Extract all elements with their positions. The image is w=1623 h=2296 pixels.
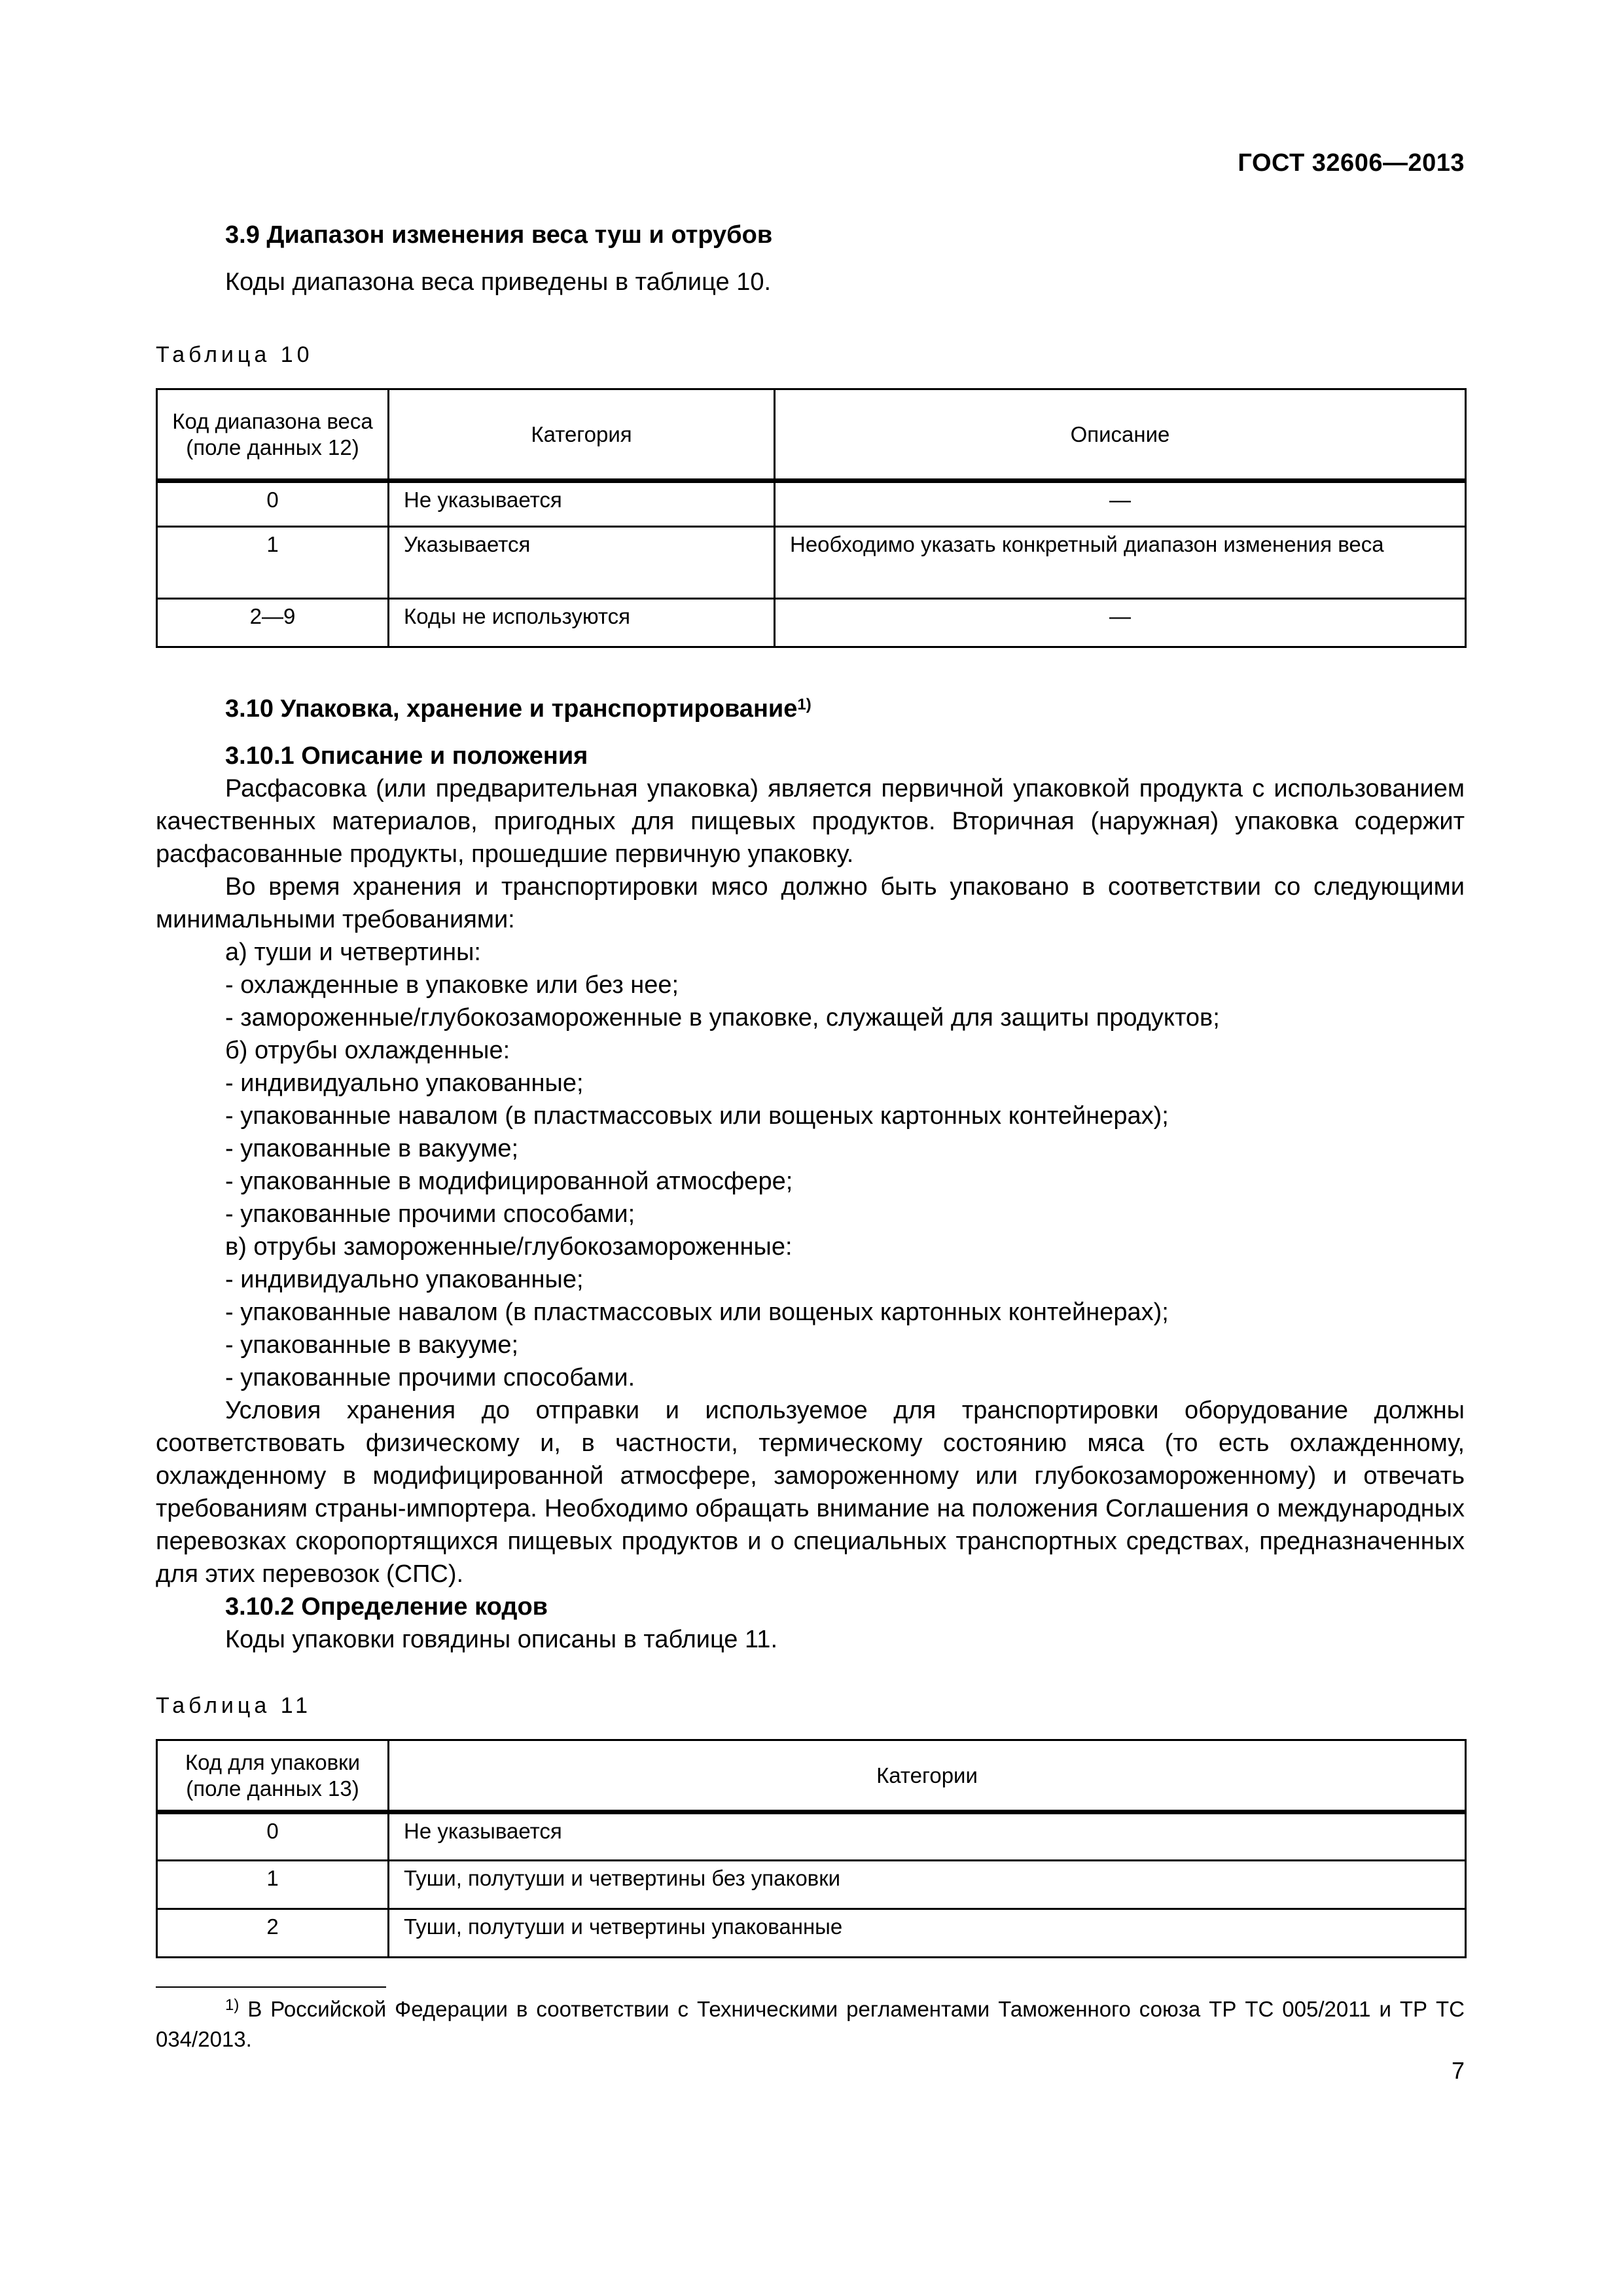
table-cell: Необходимо указать конкретный диапазон изменения веса	[775, 527, 1466, 599]
table-cell: 0	[157, 481, 389, 527]
footnote-mark: 1)	[225, 1996, 240, 2014]
table-cell: Не указывается	[389, 481, 775, 527]
table-cell: 2	[157, 1909, 389, 1958]
list-item: - охлажденные в упаковке или без нее;	[225, 971, 679, 999]
list-item: - упакованные прочими способами;	[225, 1200, 635, 1228]
section-3-9-intro: Коды диапазона веса приведены в таблице 10.	[225, 268, 772, 296]
list-item: - индивидуально упакованные;	[225, 1266, 584, 1293]
page-number: 7	[1451, 2057, 1465, 2084]
footnote-reference: 1)	[797, 696, 812, 713]
footnote-area	[156, 1986, 1465, 2054]
subsection-3-10-2-title: 3.10.2 Определение кодов	[225, 1593, 548, 1621]
subsection-3-10-2-intro: Коды упаковки говядины описаны в таблице 11.	[225, 1626, 777, 1653]
table-cell: 0	[157, 1812, 389, 1861]
footnote	[156, 1994, 1465, 2054]
list-item: - упакованные в вакууме;	[225, 1135, 519, 1162]
document-page	[156, 0, 1465, 2296]
section-3-10	[156, 692, 1465, 1656]
table-cell: Коды не используются	[389, 599, 775, 647]
table-cell: Туши, полутуши и четвертины без упаковки	[389, 1861, 1466, 1909]
table-row	[157, 1861, 1466, 1909]
list-item: в) отрубы замороженные/глубокозамороженные:	[225, 1233, 793, 1261]
list-item: - упакованные навалом (в пластмассовых или вощеных картонных контейнерах);	[225, 1102, 1169, 1130]
section-3-9	[156, 219, 1465, 298]
list-item: б) отрубы охлажденные:	[225, 1037, 510, 1064]
table-10	[156, 388, 1467, 648]
table-11-header-categories: Категории	[389, 1740, 1466, 1812]
paragraph-storage-conditions: Условия хранения до отправки и используемое для транспортировки оборудование должны соответствовать физическому и, в частности, термическому состоянию мяса (то есть охлажденному, охлажденному в модифицированной атмосфере, замороженному или глубокозамороженному) и отвечать требованиям страны-импортера. Необходимо обращать внимание на положения Соглашения о международных перевозках скоропортящихся пищевых продуктов и о специальных транспортных средствах, предназначенных для этих перевозок (СПС).	[156, 1397, 1465, 1588]
table-cell: —	[775, 481, 1466, 527]
table-row	[157, 599, 1466, 647]
table-cell: —	[775, 599, 1466, 647]
table-11-header-code: Код для упаковки (поле данных 13)	[157, 1740, 389, 1812]
table-cell: Указывается	[389, 527, 775, 599]
requirements-list	[156, 936, 1465, 1394]
paragraph-storage-requirements: Во время хранения и транспортировки мясо должно быть упаковано в соответствии со следующими минимальными требованиями:	[156, 873, 1465, 933]
list-item: а) туши и четвертины:	[225, 939, 481, 966]
table-11	[156, 1739, 1467, 1958]
table-cell: 1	[157, 527, 389, 599]
section-3-10-title: 3.10 Упаковка, хранение и транспортирование	[225, 695, 798, 723]
table-row	[157, 1812, 1466, 1861]
table-cell: Туши, полутуши и четвертины упакованные	[389, 1909, 1466, 1958]
section-3-9-title: 3.9 Диапазон изменения веса туш и отрубов	[225, 221, 773, 249]
table-cell: Не указывается	[389, 1812, 1466, 1861]
list-item: - упакованные навалом (в пластмассовых или вощеных картонных контейнерах);	[225, 1299, 1169, 1326]
paragraph-packaging: Расфасовка (или предварительная упаковка) является первичной упаковкой продукта с использованием качественных материалов, пригодных для пищевых продуктов. Вторичная (наружная) упаковка содержит расфасованные продукты, прошедшие первичную упаковку.	[156, 775, 1465, 868]
table-row	[157, 1909, 1466, 1958]
table-row	[157, 481, 1466, 527]
standard-code: ГОСТ 32606—2013	[1238, 149, 1465, 177]
list-item: - упакованные в модифицированной атмосфере;	[225, 1168, 793, 1195]
table-cell: 2—9	[157, 599, 389, 647]
list-item: - замороженные/глубокозамороженные в упаковке, служащей для защиты продуктов;	[225, 1004, 1220, 1031]
table-cell: 1	[157, 1861, 389, 1909]
subsection-3-10-1-title: 3.10.1 Описание и положения	[225, 742, 588, 770]
table-11-caption: Таблица 11	[156, 1693, 312, 1718]
list-item: - упакованные в вакууме;	[225, 1331, 519, 1359]
list-item: - упакованные прочими способами.	[225, 1364, 635, 1391]
list-item: - индивидуально упакованные;	[225, 1069, 584, 1097]
footnote-divider	[156, 1986, 386, 1988]
table-11-wrapper	[156, 1739, 1467, 1958]
table-row	[157, 527, 1466, 599]
table-10-header-category: Категория	[389, 389, 775, 481]
section-3-10-title-line	[156, 692, 1465, 725]
table-10-header-code: Код диапазона веса (поле данных 12)	[157, 389, 389, 481]
table-10-caption: Таблица 10	[156, 342, 313, 367]
table-10-wrapper	[156, 388, 1467, 648]
table-10-header-description: Описание	[775, 389, 1466, 481]
footnote-text: В Российской Федерации в соответствии с Техническими регламентами Таможенного союза ТР ТС 005/2011 и ТР ТС 034/2013.	[156, 1997, 1465, 2051]
